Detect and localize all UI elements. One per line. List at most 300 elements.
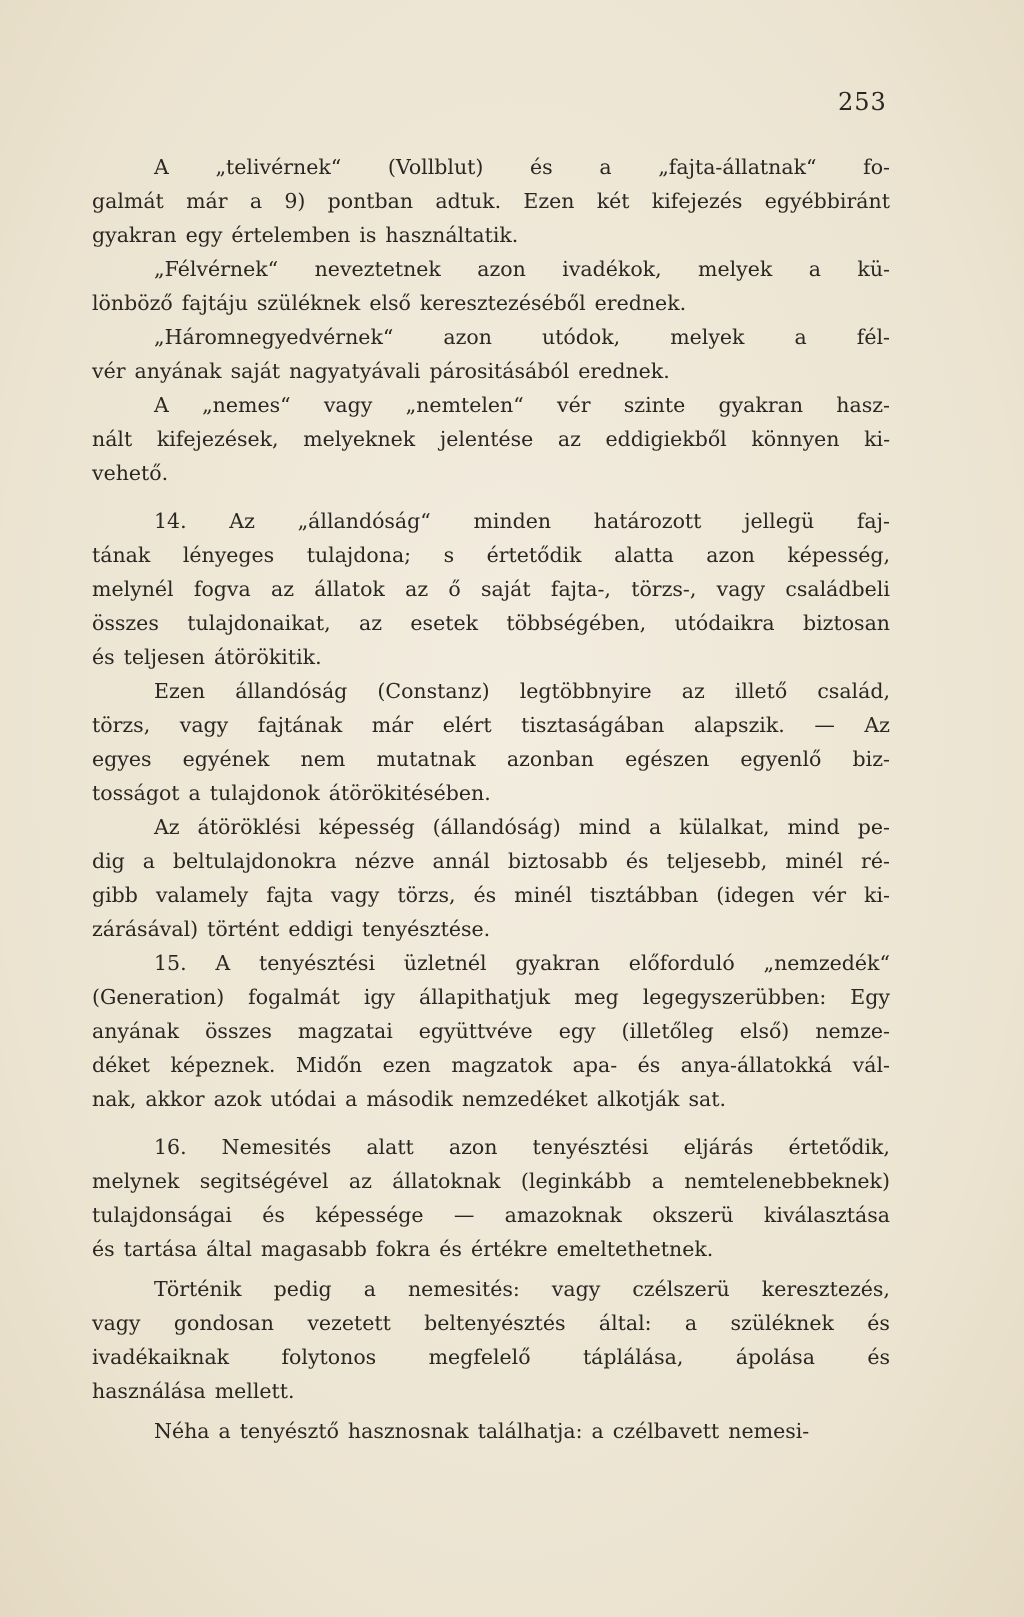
word: egyes [92,747,152,771]
word: ré- [861,849,890,873]
word: táplálása, [582,1345,684,1369]
paragraph [92,320,890,388]
word: Az [229,509,255,533]
word: eljárás [683,1135,754,1159]
word: utódaikra [674,611,775,635]
word: használtatik. [385,223,519,247]
word: czélbavett [612,1419,720,1443]
word: egészen [625,747,710,771]
word: tulajdonaikat, [187,611,331,635]
word: fokra [375,1237,431,1261]
word: Ezen [154,679,206,703]
word: és [92,645,115,669]
word: vagy [551,1277,601,1301]
word: folytonos [281,1345,377,1369]
word: átöröklési [197,815,301,839]
word: illető [734,679,788,703]
word: „telivérnek“ [215,155,342,179]
word: igy [363,985,396,1009]
word: törzs-, [631,577,697,601]
word: könnyen [751,427,840,451]
word: „nemzedék“ [763,951,890,975]
word: anya-állatokká [680,1053,833,1077]
word: utódai [270,1087,337,1111]
word: emeltethetnek. [556,1237,714,1261]
word: Egy [850,985,890,1009]
word: értetődik [486,543,582,567]
text-line [92,388,890,422]
text-line [92,708,890,742]
word: gondosan [173,1311,274,1335]
text-line [92,912,890,946]
word: párositásából [429,359,570,383]
body-text [92,150,890,1448]
word: nak, [92,1087,137,1111]
word: ápolása [735,1345,815,1369]
word: és [867,1311,890,1335]
paragraph [92,674,890,810]
word: kifejezések, [156,427,279,451]
text-line [92,1164,890,1198]
word: összes [205,1019,272,1043]
text-line [92,1414,890,1448]
word: melynél [92,577,174,601]
word: nemtelenebbeknek) [684,1169,890,1193]
word: anyának [92,1019,180,1043]
word: ki- [864,427,890,451]
word: tenyésztési [532,1135,649,1159]
word: tenyésztési [258,951,376,975]
paragraph [92,150,890,252]
word: azon [477,257,526,281]
word: biztosabb [507,849,608,873]
word: egyenlő [740,747,822,771]
word: ivadékok, [562,257,662,281]
word: fél- [856,325,890,349]
text-line [92,1272,890,1306]
word: A [154,155,169,179]
word: és [530,155,553,179]
word: a [591,1419,604,1443]
word: a [599,155,612,179]
word: és [625,849,649,873]
word: mind [578,815,632,839]
word: által: [598,1311,652,1335]
word: tulajdonságai [92,1203,232,1227]
word: pedig [273,1277,332,1301]
text-line [92,320,890,354]
word: szüléknek [256,291,361,315]
word: azon [448,1135,498,1159]
word: már [186,189,228,213]
word: keresztezés, [761,1277,890,1301]
word: vál- [852,1053,890,1077]
text-line [92,878,890,912]
word: A [215,951,231,975]
word: a [218,1419,231,1443]
word: nemzedéket [461,1087,588,1111]
word: azok [213,1087,262,1111]
text-line [92,742,890,776]
word: állatoknak [392,1169,501,1193]
word: az [557,427,581,451]
word: mutatnak [376,747,476,771]
word: magzatok [451,1053,553,1077]
word: üzletnél [403,951,487,975]
word: tának [92,543,151,567]
text-line [92,844,890,878]
word: első) [739,1019,790,1043]
word: a [794,325,807,349]
text-line [92,538,890,572]
word: „állandóság“ [297,509,431,533]
word: tartása [123,1237,198,1261]
word: az [405,577,429,601]
word: anyának [134,359,222,383]
word: „Háromnegyedvérnek“ [154,325,394,349]
word: faj- [856,509,890,533]
word: a [684,1311,698,1335]
paragraph [92,388,890,490]
word: amazoknak [504,1203,622,1227]
word: dig [92,849,125,873]
word: legegyszerübben: [642,985,827,1009]
word: fogalmát [248,985,340,1009]
word: „nemtelen“ [405,393,524,417]
word: nemze- [815,1019,890,1043]
word: elért [442,713,492,737]
word: valamely [155,883,249,907]
word: saját [481,577,531,601]
word: lönböző [92,291,173,315]
word: eddigiekből [605,427,727,451]
word: (Vollblut) [387,155,484,179]
paragraph [92,252,890,320]
word: mellett. [214,1379,295,1403]
word: hasznosnak [347,1419,469,1443]
text-line [92,1374,890,1408]
word: neveztetnek [314,257,441,281]
word: a [188,781,201,805]
text-line [92,674,890,708]
word: történt [207,917,280,941]
text-line [92,1014,890,1048]
word: első [369,291,411,315]
word: átörökitésében. [328,781,491,805]
word: vehető. [92,461,169,485]
word: a [345,1087,358,1111]
word: gibb [92,883,138,907]
word: és [262,1203,285,1227]
word: legtöbbnyire [519,679,652,703]
word: képesség [318,815,415,839]
word: alatta [614,543,674,567]
word: az [359,611,383,635]
text-line [92,184,890,218]
word: sat. [688,1087,726,1111]
word: fajta [266,883,313,907]
word: magasabb [260,1237,367,1261]
word: tenyésztése. [361,917,491,941]
word: is [359,223,377,247]
text-line [92,1082,890,1116]
word: A [154,393,169,417]
paragraph [92,810,890,946]
word: együttvéve [418,1019,533,1043]
word: vér [557,393,591,417]
word: déket [92,1053,151,1077]
word: minél [785,849,844,873]
word: ő [448,577,461,601]
word: vagy [179,713,229,737]
word: alatt [366,1135,414,1159]
word: képesség, [787,543,890,567]
word: Történik [154,1277,242,1301]
text-line [92,150,890,184]
word: határozott [593,509,702,533]
word: egy [185,223,223,247]
word: képeznek. [170,1053,276,1077]
word: többségében, [506,611,647,635]
word: Az [154,815,180,839]
word: tosságot [92,781,180,805]
word: azonban [506,747,594,771]
word: mind [787,815,840,839]
word: gyakran [515,951,600,975]
word: egy [558,1019,596,1043]
word: Az [864,713,890,737]
page-number: 253 [838,88,887,116]
word: használása [92,1379,206,1403]
word: vagy [716,577,766,601]
word: beltenyésztés [424,1311,566,1335]
word: beltulajdonokra [172,849,337,873]
word: tulajdona; [306,543,412,567]
text-line [92,218,890,252]
word: „fajta-állatnak“ [658,155,817,179]
word: alapszik. [693,713,785,737]
word: vagy [323,393,373,417]
word: a [142,849,155,873]
word: és [92,1237,115,1261]
word: pe- [857,815,890,839]
word: gyakran [92,223,177,247]
word: kiválasztása [763,1203,890,1227]
word: adtuk. [435,189,502,213]
word: külalkat, [679,815,770,839]
word: már [371,713,414,737]
word: és [867,1345,890,1369]
word: pontban [327,189,414,213]
word: vér [92,359,126,383]
word: teljesen [123,645,205,669]
word: s [443,543,455,567]
word: biztosan [802,611,890,635]
word: (Generation) [92,985,225,1009]
word: találhatja: [477,1419,583,1443]
word: második [366,1087,453,1111]
word: törzs, [397,883,456,907]
word: a [808,257,821,281]
text-line [92,640,890,674]
word: 14. [154,509,187,533]
word: azon [706,543,755,567]
text-line [92,456,890,490]
word: és [637,1053,661,1077]
word: fo- [863,155,890,179]
word: nemesités: [407,1277,520,1301]
word: tisztaságában [521,713,665,737]
word: — [814,713,835,737]
text-line [92,606,890,640]
word: (Constanz) [377,679,490,703]
word: értelemben [231,223,351,247]
word: értetődik, [788,1135,890,1159]
word: állatok [314,577,385,601]
word: Nemesités [221,1135,332,1159]
word: galmát [92,189,164,213]
word: állapithatjuk [419,985,551,1009]
text-line [92,1340,890,1374]
word: a [363,1277,376,1301]
text-line [92,504,890,538]
word: zárásával) [92,917,199,941]
text-line [92,1306,890,1340]
word: kifejezés [651,189,743,213]
word: megfelelő [428,1345,531,1369]
word: ezen [382,1053,431,1077]
word: családbeli [785,577,890,601]
text-line [92,810,890,844]
word: (idegen [716,883,795,907]
word: 9) [284,189,306,213]
word: Ezen [523,189,575,213]
word: meg [574,985,619,1009]
word: jelentése [439,427,534,451]
word: a [249,189,263,213]
word: akkor [145,1087,205,1111]
word: tenyésztő [239,1419,339,1443]
word: szinte [623,393,686,417]
word: azon [443,325,492,349]
word: alkotják [596,1087,680,1111]
word: két [596,189,630,213]
text-line [92,422,890,456]
text-line [92,1198,890,1232]
text-line [92,776,890,810]
word: átörökitik. [213,645,322,669]
word: és [439,1237,462,1261]
text-line [92,252,890,286]
text-line [92,1130,890,1164]
word: nált [92,427,133,451]
paragraph [92,1414,890,1448]
word: melynek [92,1169,180,1193]
word: okszerü [652,1203,734,1227]
word: (állandóság) [432,815,561,839]
word: erednek. [578,359,670,383]
word: szüléknek [730,1311,834,1335]
word: vér [812,883,847,907]
word: vagy [92,1311,141,1335]
text-line [92,572,890,606]
word: keresztezéséből [419,291,586,315]
word: képessége [315,1203,424,1227]
word: teljesebb, [666,849,768,873]
word: egyébbiránt [764,189,890,213]
text-line [92,354,890,388]
word: magzatai [297,1019,393,1043]
word: „nemes“ [202,393,291,417]
word: minél [514,883,573,907]
word: törzs, [92,713,151,737]
word: fajta-, [550,577,611,601]
word: ki- [864,883,890,907]
word: a [648,815,662,839]
word: állandóság [235,679,348,703]
word: hasz- [836,393,890,417]
word: melyek [670,325,745,349]
word: által [206,1237,252,1261]
word: ivadékaiknak [92,1345,230,1369]
word: jellegü [744,509,815,533]
paragraph [92,1130,890,1266]
word: (illetőleg [621,1019,714,1043]
word: „Félvérnek“ [154,257,279,281]
word: 15. [154,951,187,975]
word: gyakran [718,393,804,417]
word: tulajdonok [209,781,320,805]
word: értékre [470,1237,548,1261]
word: tisztábban [590,883,699,907]
word: kü- [857,257,890,281]
text-line [92,286,890,320]
word: eddigi [288,917,353,941]
word: 16. [154,1135,187,1159]
word: az [681,679,705,703]
word: a [651,1169,664,1193]
word: (leginkább [520,1169,632,1193]
word: nem [300,747,346,771]
text-line [92,946,890,980]
word: Néha [154,1419,210,1443]
paragraph [92,946,890,1116]
paragraph [92,1272,890,1408]
word: segitségével [199,1169,329,1193]
word: — [453,1203,475,1227]
word: család, [817,679,890,703]
paragraph [92,504,890,674]
word: és [473,883,497,907]
word: biz- [852,747,890,771]
word: melyek [698,257,773,281]
word: minden [473,509,552,533]
text-line [92,1232,890,1266]
word: esetek [410,611,478,635]
word: fajtáju [181,291,248,315]
word: az [348,1169,372,1193]
text-line [92,1048,890,1082]
word: apa- [572,1053,618,1077]
word: vezetett [307,1311,391,1335]
word: fogva [193,577,251,601]
word: összes [92,611,159,635]
word: nagyatyávali [289,359,421,383]
text-line [92,980,890,1014]
word: egyének [182,747,270,771]
word: saját [230,359,281,383]
word: nemesi- [728,1419,810,1443]
